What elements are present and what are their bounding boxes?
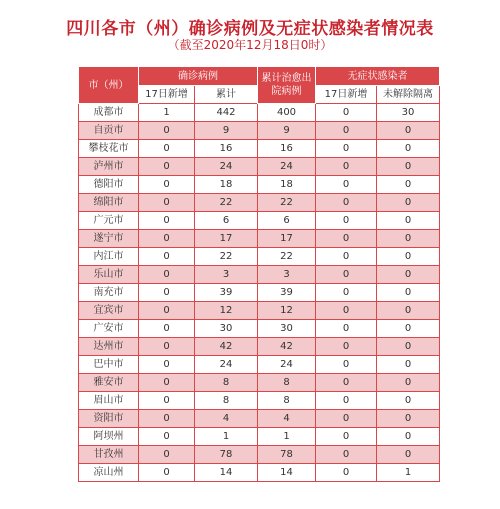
asym-observation-cell: 0 <box>377 122 440 140</box>
table-row <box>79 338 440 356</box>
total-cases-cell: 1 <box>195 428 258 446</box>
total-cases-cell: 30 <box>195 320 258 338</box>
asym-observation-cell: 0 <box>377 374 440 392</box>
city-cell: 宜宾市 <box>79 302 139 320</box>
asym-new-cell: 0 <box>316 446 377 464</box>
asym-observation-cell: 0 <box>377 284 440 302</box>
new-cases-cell: 0 <box>139 140 195 158</box>
total-cases-cell: 14 <box>195 464 258 482</box>
city-cell: 自贡市 <box>79 122 139 140</box>
total-cases-cell: 22 <box>195 194 258 212</box>
discharged-cell: 14 <box>258 464 316 482</box>
asym-new-cell: 0 <box>316 194 377 212</box>
header-total: 累计 <box>195 86 258 104</box>
asym-new-cell: 0 <box>316 392 377 410</box>
asym-new-cell: 0 <box>316 248 377 266</box>
discharged-cell: 400 <box>258 104 316 122</box>
new-cases-cell: 0 <box>139 374 195 392</box>
total-cases-cell: 16 <box>195 140 258 158</box>
table-row <box>79 194 440 212</box>
new-cases-cell: 0 <box>139 230 195 248</box>
asym-observation-cell: 0 <box>377 176 440 194</box>
total-cases-cell: 442 <box>195 104 258 122</box>
asym-observation-cell: 0 <box>377 248 440 266</box>
discharged-cell: 17 <box>258 230 316 248</box>
asym-new-cell: 0 <box>316 176 377 194</box>
new-cases-cell: 0 <box>139 158 195 176</box>
new-cases-cell: 1 <box>139 104 195 122</box>
asym-observation-cell: 1 <box>377 464 440 482</box>
table-row <box>79 284 440 302</box>
discharged-cell: 3 <box>258 266 316 284</box>
asym-new-cell: 0 <box>316 320 377 338</box>
city-cell: 甘孜州 <box>79 446 139 464</box>
new-cases-cell: 0 <box>139 266 195 284</box>
cases-table <box>78 66 440 482</box>
table-body <box>79 104 440 482</box>
asym-new-cell: 0 <box>316 230 377 248</box>
table-row <box>79 428 440 446</box>
total-cases-cell: 9 <box>195 122 258 140</box>
asym-observation-cell: 0 <box>377 410 440 428</box>
asym-new-cell: 0 <box>316 464 377 482</box>
city-cell: 乐山市 <box>79 266 139 284</box>
new-cases-cell: 0 <box>139 320 195 338</box>
asym-new-cell: 0 <box>316 356 377 374</box>
discharged-cell: 18 <box>258 176 316 194</box>
table-row <box>79 158 440 176</box>
asym-observation-cell: 0 <box>377 230 440 248</box>
total-cases-cell: 24 <box>195 158 258 176</box>
asym-new-cell: 0 <box>316 428 377 446</box>
asym-observation-cell: 0 <box>377 446 440 464</box>
discharged-cell: 1 <box>258 428 316 446</box>
city-cell: 内江市 <box>79 248 139 266</box>
asym-observation-cell: 0 <box>377 158 440 176</box>
table-row <box>79 320 440 338</box>
city-cell: 德阳市 <box>79 176 139 194</box>
asym-observation-cell: 0 <box>377 320 440 338</box>
table-row <box>79 464 440 482</box>
discharged-cell: 42 <box>258 338 316 356</box>
total-cases-cell: 17 <box>195 230 258 248</box>
header-confirmed-group: 确诊病例 <box>139 67 258 86</box>
discharged-cell: 16 <box>258 140 316 158</box>
discharged-cell: 22 <box>258 248 316 266</box>
city-cell: 阿坝州 <box>79 428 139 446</box>
table-row <box>79 230 440 248</box>
total-cases-cell: 24 <box>195 356 258 374</box>
new-cases-cell: 0 <box>139 194 195 212</box>
new-cases-cell: 0 <box>139 410 195 428</box>
asym-observation-cell: 30 <box>377 104 440 122</box>
asym-observation-cell: 0 <box>377 356 440 374</box>
table-row <box>79 392 440 410</box>
discharged-cell: 30 <box>258 320 316 338</box>
asym-new-cell: 0 <box>316 140 377 158</box>
new-cases-cell: 0 <box>139 212 195 230</box>
header-city: 市（州） <box>79 67 139 104</box>
header-asym-under-observation: 未解除隔离 <box>377 86 440 104</box>
city-cell: 攀枝花市 <box>79 140 139 158</box>
page-title: 四川各市（州）确诊病例及无症状感染者情况表 <box>66 19 434 39</box>
city-cell: 绵阳市 <box>79 194 139 212</box>
asym-new-cell: 0 <box>316 212 377 230</box>
discharged-cell: 9 <box>258 122 316 140</box>
new-cases-cell: 0 <box>139 356 195 374</box>
asym-new-cell: 0 <box>316 158 377 176</box>
discharged-cell: 78 <box>258 446 316 464</box>
asym-observation-cell: 0 <box>377 140 440 158</box>
asym-observation-cell: 0 <box>377 194 440 212</box>
table-row <box>79 410 440 428</box>
header-new-17: 17日新增 <box>139 86 195 104</box>
table-row <box>79 248 440 266</box>
city-cell: 凉山州 <box>79 464 139 482</box>
total-cases-cell: 42 <box>195 338 258 356</box>
table-row <box>79 122 440 140</box>
asym-observation-cell: 0 <box>377 302 440 320</box>
header-discharged-label: 累计治愈出院病例 <box>261 73 312 97</box>
total-cases-cell: 6 <box>195 212 258 230</box>
total-cases-cell: 39 <box>195 284 258 302</box>
total-cases-cell: 22 <box>195 248 258 266</box>
new-cases-cell: 0 <box>139 284 195 302</box>
city-cell: 雅安市 <box>79 374 139 392</box>
city-cell: 南充市 <box>79 284 139 302</box>
asym-observation-cell: 0 <box>377 212 440 230</box>
city-cell: 广安市 <box>79 320 139 338</box>
total-cases-cell: 3 <box>195 266 258 284</box>
table-header <box>79 67 440 104</box>
asym-observation-cell: 0 <box>377 428 440 446</box>
new-cases-cell: 0 <box>139 248 195 266</box>
city-cell: 达州市 <box>79 338 139 356</box>
table-row <box>79 356 440 374</box>
asym-new-cell: 0 <box>316 410 377 428</box>
total-cases-cell: 4 <box>195 410 258 428</box>
new-cases-cell: 0 <box>139 122 195 140</box>
table-row <box>79 302 440 320</box>
table-row <box>79 176 440 194</box>
header-asym-new-17: 17日新增 <box>316 86 377 104</box>
asym-new-cell: 0 <box>316 104 377 122</box>
new-cases-cell: 0 <box>139 464 195 482</box>
new-cases-cell: 0 <box>139 302 195 320</box>
asym-observation-cell: 0 <box>377 266 440 284</box>
new-cases-cell: 0 <box>139 428 195 446</box>
asym-new-cell: 0 <box>316 302 377 320</box>
discharged-cell: 6 <box>258 212 316 230</box>
total-cases-cell: 8 <box>195 392 258 410</box>
page-subtitle: （截至2020年12月18日0时） <box>167 38 333 52</box>
city-cell: 遂宁市 <box>79 230 139 248</box>
table-row <box>79 374 440 392</box>
table-row <box>79 446 440 464</box>
table-row <box>79 212 440 230</box>
table-row <box>79 140 440 158</box>
table-row <box>79 104 440 122</box>
discharged-cell: 22 <box>258 194 316 212</box>
city-cell: 巴中市 <box>79 356 139 374</box>
asym-new-cell: 0 <box>316 266 377 284</box>
asym-new-cell: 0 <box>316 122 377 140</box>
new-cases-cell: 0 <box>139 392 195 410</box>
discharged-cell: 12 <box>258 302 316 320</box>
discharged-cell: 24 <box>258 158 316 176</box>
discharged-cell: 4 <box>258 410 316 428</box>
new-cases-cell: 0 <box>139 176 195 194</box>
header-asymptomatic-group: 无症状感染者 <box>316 67 440 86</box>
table-row <box>79 266 440 284</box>
new-cases-cell: 0 <box>139 338 195 356</box>
city-cell: 资阳市 <box>79 410 139 428</box>
asym-new-cell: 0 <box>316 284 377 302</box>
discharged-cell: 8 <box>258 392 316 410</box>
city-cell: 眉山市 <box>79 392 139 410</box>
asym-observation-cell: 0 <box>377 338 440 356</box>
total-cases-cell: 78 <box>195 446 258 464</box>
new-cases-cell: 0 <box>139 446 195 464</box>
asym-new-cell: 0 <box>316 338 377 356</box>
discharged-cell: 24 <box>258 356 316 374</box>
city-cell: 广元市 <box>79 212 139 230</box>
total-cases-cell: 12 <box>195 302 258 320</box>
city-cell: 泸州市 <box>79 158 139 176</box>
total-cases-cell: 18 <box>195 176 258 194</box>
discharged-cell: 8 <box>258 374 316 392</box>
city-cell: 成都市 <box>79 104 139 122</box>
total-cases-cell: 8 <box>195 374 258 392</box>
header-discharged <box>258 67 316 104</box>
discharged-cell: 39 <box>258 284 316 302</box>
asym-new-cell: 0 <box>316 374 377 392</box>
asym-observation-cell: 0 <box>377 392 440 410</box>
